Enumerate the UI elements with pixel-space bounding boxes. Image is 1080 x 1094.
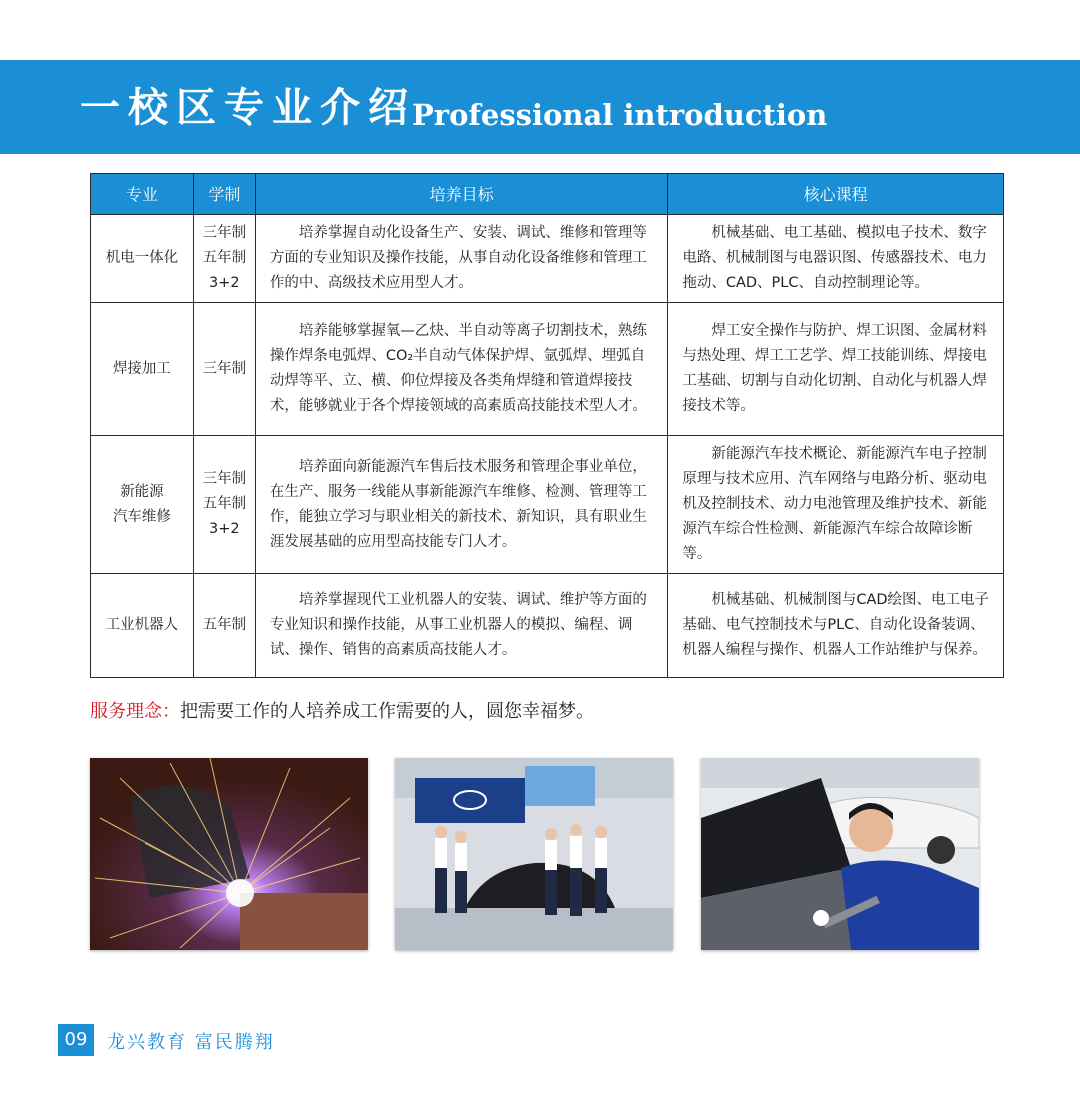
page-title: 一校区专业介绍 — [80, 85, 416, 131]
footer-slogan: 龙兴教育 富民腾翔 — [107, 1032, 275, 1053]
program-length — [193, 436, 255, 574]
program-length-item: 3+2 — [209, 521, 240, 537]
core-courses: 新能源汽车技术概论、新能源汽车电子控制原理与技术应用、汽车网络与电路分析、驱动电机及控制技术、动力电池管理及维护技术、新能源汽车综合性检测、新能源汽车综合故障诊断等。 — [668, 436, 1004, 574]
program-length-item: 五年制 — [202, 617, 247, 633]
major-name-line: 新能源 — [120, 483, 164, 500]
table-header-row — [91, 174, 1004, 215]
service-motto — [90, 697, 594, 723]
training-goal: 培养掌握现代工业机器人的安装、调试、维护等方面的专业知识和操作技能，从事工业机器人的模拟、编程、调试、操作、销售的高素质高技能人才。 — [255, 574, 668, 678]
program-length-item: 三年制 — [202, 225, 247, 241]
page-title-english: Professional introduction — [412, 98, 828, 132]
program-length-item: 三年制 — [202, 471, 247, 487]
major-name — [91, 436, 194, 574]
header-banner — [0, 60, 1080, 154]
program-length — [193, 574, 255, 678]
major-name: 焊接加工 — [91, 303, 194, 436]
major-name-line: 汽车维修 — [112, 508, 171, 525]
program-length-item: 五年制 — [202, 496, 247, 512]
column-header-courses: 核心课程 — [668, 174, 1004, 215]
table-row — [91, 574, 1004, 678]
motto-label: 服务理念： — [90, 701, 180, 722]
core-courses: 机械基础、机械制图与CAD绘图、电工电子基础、电气控制技术与PLC、自动化设备装调、机器人编程与操作、机器人工作站维护与保养。 — [668, 574, 1004, 678]
mechanic-photo — [701, 758, 979, 950]
column-header-major: 专业 — [91, 174, 194, 215]
training-goal: 培养能够掌握氧—乙炔、半自动等离子切割技术，熟练操作焊条电弧焊、CO₂半自动气体保护焊、氩弧焊、埋弧自动焊等平、立、横、仰位焊接及各类角焊缝和管道焊接技术，能够就业于各个焊接领域的高素质高技能技术型人才。 — [255, 303, 668, 436]
major-name: 机电一体化 — [91, 215, 194, 303]
column-header-system: 学制 — [193, 174, 255, 215]
program-length — [193, 215, 255, 303]
welding-photo — [90, 758, 368, 950]
table-row — [91, 215, 1004, 303]
core-courses: 焊工安全操作与防护、焊工识图、金属材料与热处理、焊工工艺学、焊工技能训练、焊接电工基础、切割与自动化切割、自动化与机器人焊接技术等。 — [668, 303, 1004, 436]
page-number: 09 — [58, 1024, 94, 1056]
major-name: 工业机器人 — [91, 574, 194, 678]
program-length-item: 五年制 — [202, 250, 247, 266]
program-length-item: 3+2 — [209, 275, 240, 291]
program-length — [193, 303, 255, 436]
table-row — [91, 436, 1004, 574]
training-goal: 培养掌握自动化设备生产、安装、调试、维修和管理等方面的专业知识及操作技能，从事自动化设备维修和管理工作的中、高级技术应用型人才。 — [255, 215, 668, 303]
table-row — [91, 303, 1004, 436]
program-length-item: 三年制 — [202, 360, 247, 377]
majors-table — [90, 173, 1004, 678]
showroom-photo — [395, 758, 673, 950]
motto-text: 把需要工作的人培养成工作需要的人，圆您幸福梦。 — [180, 701, 594, 722]
training-goal: 培养面向新能源汽车售后技术服务和管理企事业单位，在生产、服务一线能从事新能源汽车维修、检测、管理等工作，能独立学习与职业相关的新技术、新知识，具有职业生涯发展基础的应用型高技能专门人才。 — [255, 436, 668, 574]
core-courses: 机械基础、电工基础、模拟电子技术、数字电路、机械制图与电器识图、传感器技术、电力拖动、CAD、PLC、自动控制理论等。 — [668, 215, 1004, 303]
column-header-goal: 培养目标 — [255, 174, 668, 215]
